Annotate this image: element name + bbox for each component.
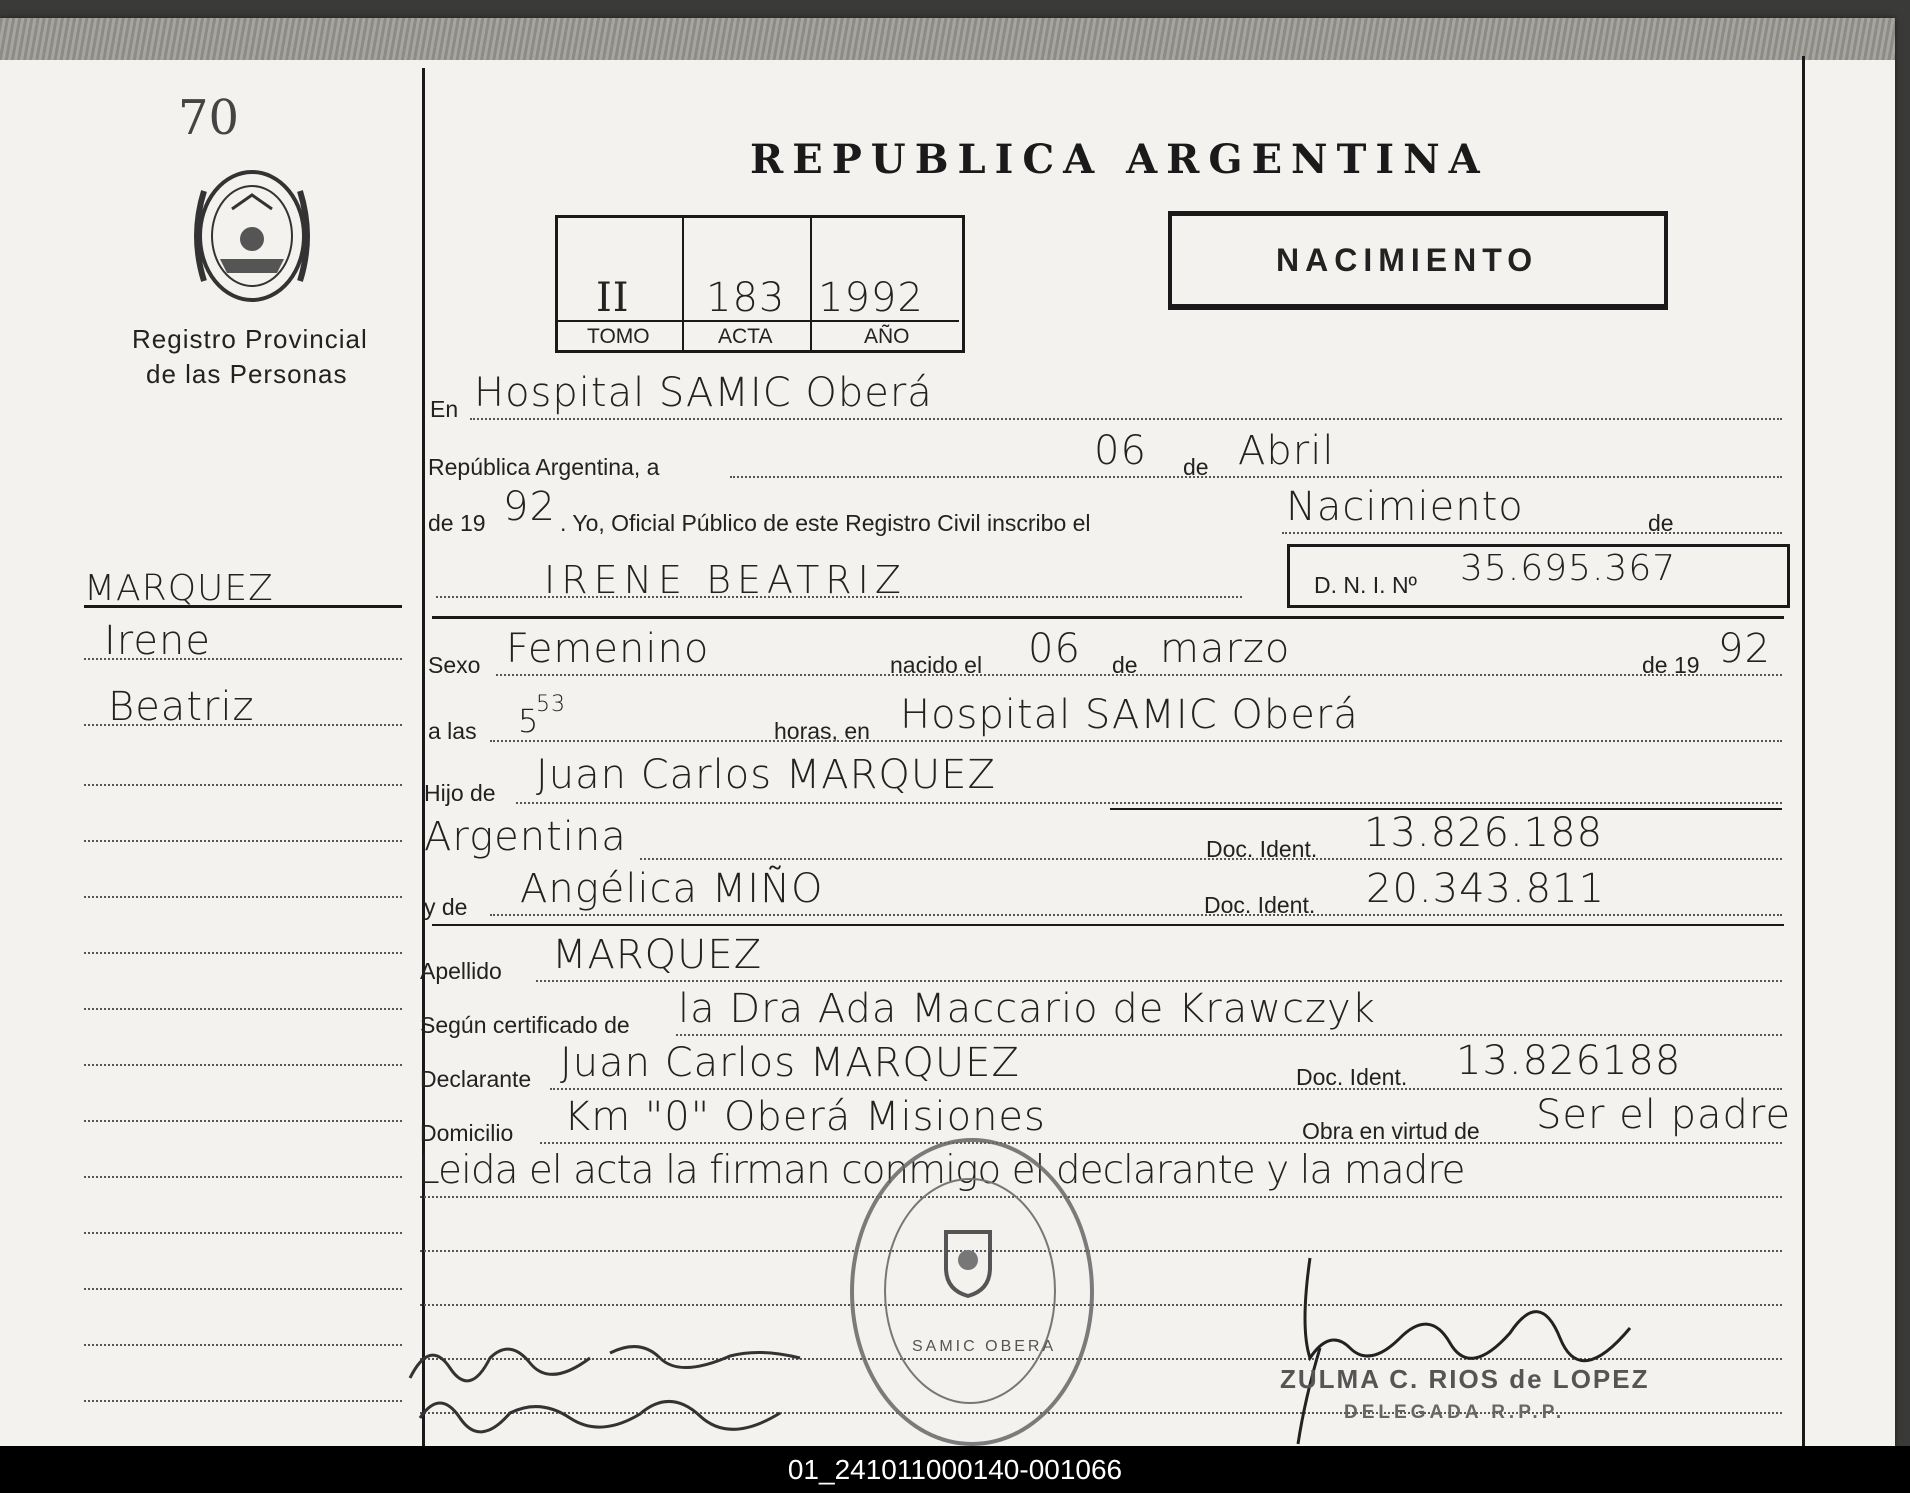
image-caption: 01_241011000140-001066 [0,1446,1910,1493]
signature-father [436,1340,670,1375]
margin-name-1: Irene [104,618,211,664]
label-a-las: a las [428,718,477,744]
birth-day: 06 [1028,626,1081,672]
label-domicilio: Domicilio [420,1120,514,1146]
address: Km "0" Oberá Misiones [564,1094,1046,1140]
birth-place-2: Hospital SAMIC Oberá [900,692,1359,738]
label-apellido: Apellido [420,958,502,984]
label-y-de: y de [424,894,468,920]
official-stamp-title: DELEGADA R.P.P. [1344,1402,1566,1423]
birth-year: 92 [1718,626,1771,672]
signature-official [1320,1318,1600,1353]
birth-place: Hospital SAMIC Oberá [474,370,933,416]
book-edge [0,18,1895,60]
dni-number: 35.695.367 [1460,548,1677,589]
mother-doc: 20.343.811 [1366,866,1606,912]
child-names: IRENE BEATRIZ [544,558,907,602]
round-stamp-text: SAMIC OBERA [912,1338,1057,1355]
reg-year: 92 [503,484,556,530]
acta-label: ACTA [718,325,773,348]
stamp-emblem-icon [940,1228,996,1298]
label-yo-oficial: . Yo, Oficial Público de este Registro Civil inscribo el [560,510,1091,536]
label-hijo-de: Hijo de [424,780,496,806]
reg-day: 06 [1094,428,1147,474]
father-name: Juan Carlos MARQUEZ [536,752,996,798]
margin-surname-rule [84,605,402,608]
margin-name-2: Beatriz [108,684,255,730]
birth-month: marzo [1160,626,1291,672]
label-sexo: Sexo [428,652,481,678]
tomo-label: TOMO [587,325,650,348]
label-segun: Según certificado de [420,1012,630,1038]
label-dni: D. N. I. Nº [1314,572,1417,598]
label-declarante: Declarante [420,1066,532,1092]
doc-type-title: NACIMIENTO [1276,242,1539,278]
tomo-value: II [596,275,630,321]
label-en: En [430,396,459,422]
registry-page [0,18,1895,1446]
label-de-19: de 19 [428,510,486,536]
label-doc-ident-2: Doc. Ident. [1204,892,1316,918]
anio-value: 1992 [818,275,924,321]
mother-name: Angélica MIÑO [520,866,824,912]
sex-value: Femenino [506,626,710,672]
label-nacido: nacido el [890,652,983,678]
label-obra: Obra en virtud de [1302,1118,1480,1144]
birth-hour: 5 [518,702,540,740]
label-de-2: de [1112,652,1138,678]
capacity: Ser el padre [1536,1092,1792,1138]
left-border [422,68,425,1446]
declarant-name: Juan Carlos MARQUEZ [560,1040,1020,1086]
page-number: 70 [178,90,240,146]
label-horas-en: horas, en [774,718,870,744]
certifier: la Dra Ada Maccario de Krawczyk [678,986,1376,1032]
province-seal-icon [182,151,322,321]
father-doc: 13.826.188 [1364,810,1604,856]
registry-name-line-1: Registro Provincial [132,324,368,354]
official-stamp-name: ZULMA C. RIOS de LOPEZ [1280,1364,1650,1394]
anio-label: AÑO [864,325,910,348]
birth-minutes: 53 [536,692,566,717]
label-de-19b: de 19 [1642,652,1700,678]
label-de: de [1183,454,1209,480]
acta-value: 183 [706,275,786,321]
label-doc-ident-3: Doc. Ident. [1296,1064,1408,1090]
margin-surname: MARQUEZ [84,568,274,609]
label-republica: República Argentina, a [428,454,660,480]
closing-note: Leida el acta la firman conmigo el declarante y la madre [418,1148,1465,1193]
reg-month: Abril [1238,428,1335,474]
registry-name-line-2: de las Personas [146,359,348,389]
declarant-doc: 13.826188 [1456,1038,1682,1084]
signature-mother [428,1394,647,1429]
label-de-trail: de [1648,510,1674,536]
country-title: REPUBLICA ARGENTINA [750,136,1489,183]
surname-value: MARQUEZ [552,932,763,978]
record-type: Nacimiento [1286,484,1524,530]
right-border [1802,56,1805,1446]
father-nationality: Argentina [424,814,627,860]
label-doc-ident-1: Doc. Ident. [1206,836,1318,862]
